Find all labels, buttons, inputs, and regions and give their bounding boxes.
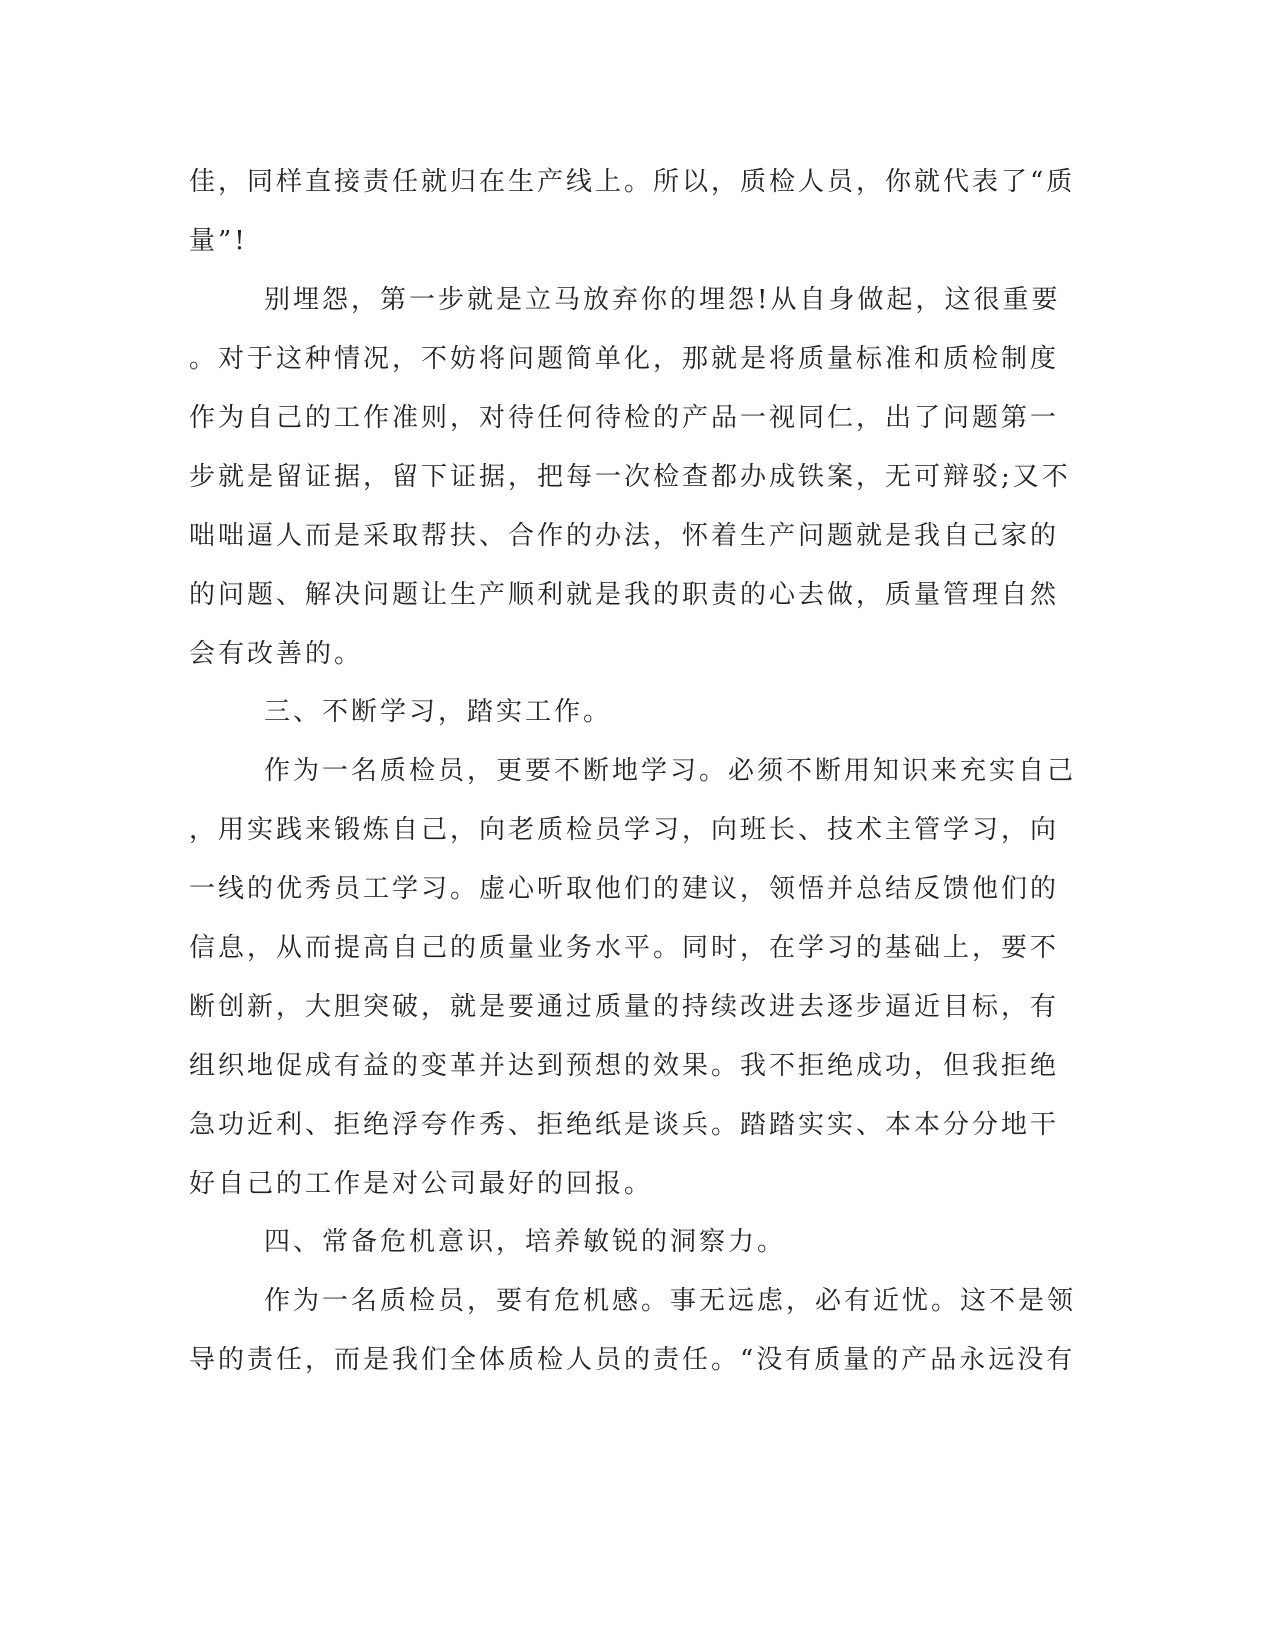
- text-line: 步就是留证据，留下证据，把每一次检查都办成铁案，无可辩驳;又不: [189, 462, 1071, 492]
- text-line: 量”!: [189, 226, 248, 256]
- text-line: 一线的优秀员工学习。虚心听取他们的建议，领悟并总结反馈他们的: [189, 874, 1060, 904]
- paragraph-start: 作为一名质检员，要有危机感。事无远虑，必有近忧。这不是领: [264, 1286, 1077, 1316]
- text-line: ，用实践来锻炼自己，向老质检员学习，向班长、技术主管学习，向: [189, 815, 1060, 845]
- text-line: 咄咄逼人而是采取帮扶、合作的办法，怀着生产问题就是我自己家的: [189, 521, 1060, 551]
- text-line: 作为自己的工作准则，对待任何待检的产品一视同仁，出了问题第一: [189, 403, 1060, 433]
- text-line: 好自己的工作是对公司最好的回报。: [189, 1169, 654, 1199]
- paragraph-start: 作为一名质检员，更要不断地学习。必须不断用知识来充实自己: [264, 756, 1077, 786]
- text-line: 的问题、解决问题让生产顺利就是我的职责的心去做，质量管理自然: [189, 580, 1060, 610]
- section-heading: 四、常备危机意识，培养敏锐的洞察力。: [264, 1227, 787, 1257]
- text-line: 急功近利、拒绝浮夸作秀、拒绝纸是谈兵。踏踏实实、本本分分地干: [189, 1110, 1060, 1140]
- text-line: 。对于这种情况，不妨将问题简单化，那就是将质量标准和质检制度: [189, 344, 1060, 374]
- text-line: 导的责任，而是我们全体质检人员的责任。“没有质量的产品永远没有: [189, 1345, 1076, 1375]
- section-heading: 三、不断学习，踏实工作。: [264, 697, 613, 727]
- paragraph-start: 别埋怨，第一步就是立马放弃你的埋怨!从自身做起，这很重要: [264, 285, 1061, 315]
- text-line: 组织地促成有益的变革并达到预想的效果。我不拒绝成功，但我拒绝: [189, 1051, 1060, 1081]
- text-line: 信息，从而提高自己的质量业务水平。同时，在学习的基础上，要不: [189, 933, 1060, 963]
- text-line: 会有改善的。: [189, 639, 364, 669]
- text-line: 佳，同样直接责任就归在生产线上。所以，质检人员，你就代表了“质: [189, 167, 1076, 197]
- text-line: 断创新，大胆突破，就是要通过质量的持续改进去逐步逼近目标，有: [189, 992, 1060, 1022]
